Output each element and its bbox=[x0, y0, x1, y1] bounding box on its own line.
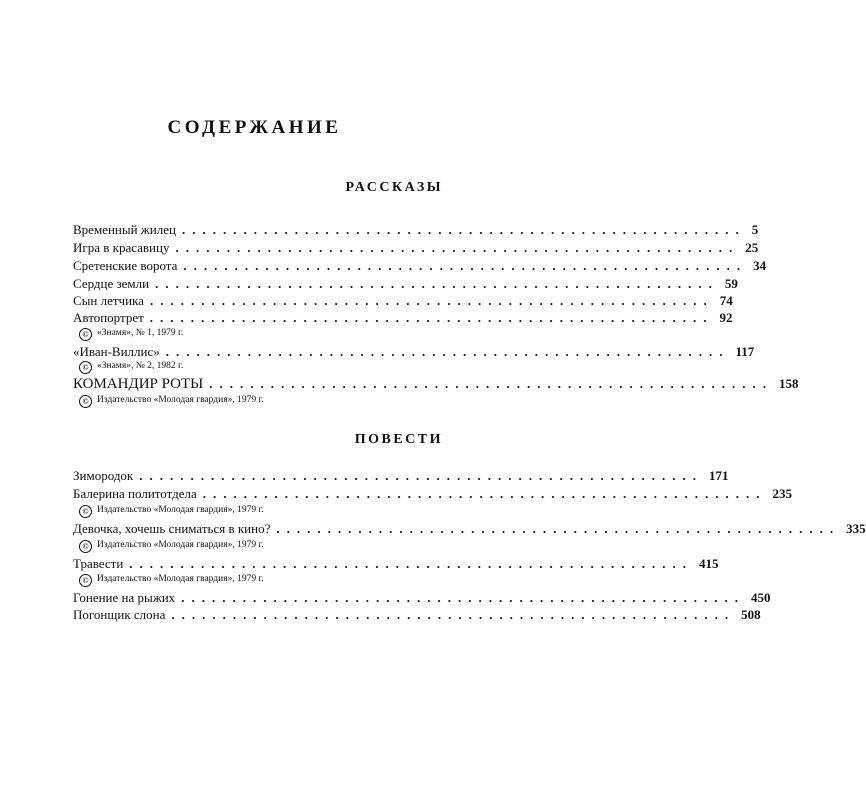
toc-entry-page: 25 bbox=[745, 240, 759, 255]
publication-note bbox=[79, 540, 264, 553]
leader-dots: ....................................................... bbox=[155, 276, 719, 291]
leader-dots: ....................................................... bbox=[209, 376, 773, 391]
toc-entry-title: Зимородок bbox=[73, 468, 134, 483]
publication-note-text: Издательство «Молодая гвардия», 1979 г. bbox=[97, 574, 264, 584]
copyright-icon: © bbox=[79, 505, 92, 518]
toc-entry-page: 335 bbox=[846, 521, 866, 536]
toc-entry-page: 158 bbox=[778, 376, 799, 391]
toc-entry-page: 74 bbox=[719, 293, 733, 308]
page-title: СОДЕРЖАНИЕ bbox=[167, 117, 342, 138]
section-heading-stories: РАССКАЗЫ bbox=[345, 180, 443, 195]
leader-dots: ....................................................... bbox=[202, 486, 767, 501]
leader-dots: ....................................................... bbox=[175, 240, 740, 255]
copyright-icon: © bbox=[79, 361, 92, 374]
toc-entry[interactable] bbox=[73, 276, 738, 294]
publication-note bbox=[79, 328, 183, 341]
leader-dots: ....................................................... bbox=[139, 468, 704, 483]
toc-entry-title: Сердце земли bbox=[73, 276, 150, 291]
toc-entry-title: «Иван-Виллис» bbox=[73, 344, 160, 359]
section-heading-novellas: ПОВЕСТИ bbox=[354, 432, 443, 447]
toc-entry-title: Временный жилец bbox=[73, 222, 176, 237]
toc-entry[interactable] bbox=[73, 293, 733, 311]
toc-entry-title: Сын летчика bbox=[73, 293, 144, 308]
leader-dots: ....................................................... bbox=[183, 258, 748, 273]
toc-entry-title: Травести bbox=[73, 556, 124, 571]
leader-dots: ....................................................... bbox=[276, 521, 841, 536]
toc-entry-title: Сретенские ворота bbox=[73, 258, 178, 273]
publication-note bbox=[79, 361, 183, 374]
toc-entry[interactable] bbox=[73, 222, 759, 240]
leader-dots: ....................................................... bbox=[181, 222, 746, 237]
toc-entry[interactable] bbox=[73, 376, 799, 394]
toc-entry[interactable] bbox=[73, 607, 761, 625]
toc-entry-page: 117 bbox=[735, 344, 755, 359]
copyright-icon: © bbox=[79, 328, 92, 341]
toc-entry-title: Девочка, хочешь сниматься в кино? bbox=[73, 521, 271, 536]
toc-entry-page: 508 bbox=[741, 607, 761, 622]
toc-entry-title: Балерина политотдела bbox=[73, 486, 197, 501]
copyright-icon: © bbox=[79, 540, 92, 553]
toc-entry-page: 59 bbox=[724, 276, 738, 291]
leader-dots: ....................................................... bbox=[165, 344, 730, 359]
toc-entry-title: КОМАНДИР РОТЫ bbox=[73, 376, 204, 392]
publication-note bbox=[79, 574, 264, 587]
toc-entry[interactable] bbox=[73, 486, 793, 504]
toc-entry-page: 415 bbox=[699, 556, 719, 571]
leader-dots: ....................................................... bbox=[181, 590, 745, 605]
toc-entry[interactable] bbox=[73, 258, 767, 276]
toc-entry-title: Гонение на рыжих bbox=[73, 590, 176, 605]
copyright-icon: © bbox=[79, 574, 92, 587]
publication-note-text: Издательство «Молодая гвардия», 1979 г. bbox=[97, 395, 264, 405]
toc-entry[interactable] bbox=[73, 521, 866, 539]
toc-entry-title: Автопортрет bbox=[73, 310, 144, 325]
toc-entry[interactable] bbox=[73, 310, 733, 328]
toc-entry[interactable] bbox=[73, 240, 759, 258]
toc-entry[interactable] bbox=[73, 344, 755, 362]
toc-entry-page: 92 bbox=[719, 310, 733, 325]
publication-note-text: «Знамя», № 1, 1979 г. bbox=[97, 328, 184, 338]
leader-dots: ....................................................... bbox=[171, 607, 736, 622]
toc-entry-page: 5 bbox=[751, 222, 759, 237]
toc-entry-title: Погонщик слона bbox=[73, 607, 166, 622]
leader-dots: ....................................................... bbox=[129, 556, 694, 571]
publication-note-text: Издательство «Молодая гвардия», 1979 г. bbox=[97, 505, 264, 515]
toc-entry[interactable] bbox=[73, 468, 729, 486]
toc-entry-title: Игра в красавицу bbox=[73, 240, 170, 255]
toc-entry[interactable] bbox=[73, 556, 719, 574]
publication-note bbox=[79, 505, 264, 518]
toc-entry[interactable] bbox=[73, 590, 771, 608]
toc-entry-page: 450 bbox=[750, 590, 771, 605]
publication-note-text: Издательство «Молодая гвардия», 1979 г. bbox=[97, 540, 264, 550]
toc-entry-page: 235 bbox=[772, 486, 793, 501]
leader-dots: ....................................................... bbox=[149, 293, 714, 308]
copyright-icon: © bbox=[79, 395, 92, 408]
publication-note bbox=[79, 395, 264, 408]
toc-entry-page: 34 bbox=[753, 258, 767, 273]
leader-dots: ....................................................... bbox=[149, 310, 714, 325]
toc-entry-page: 171 bbox=[709, 468, 729, 483]
publication-note-text: «Знамя», № 2, 1982 г. bbox=[97, 361, 184, 371]
